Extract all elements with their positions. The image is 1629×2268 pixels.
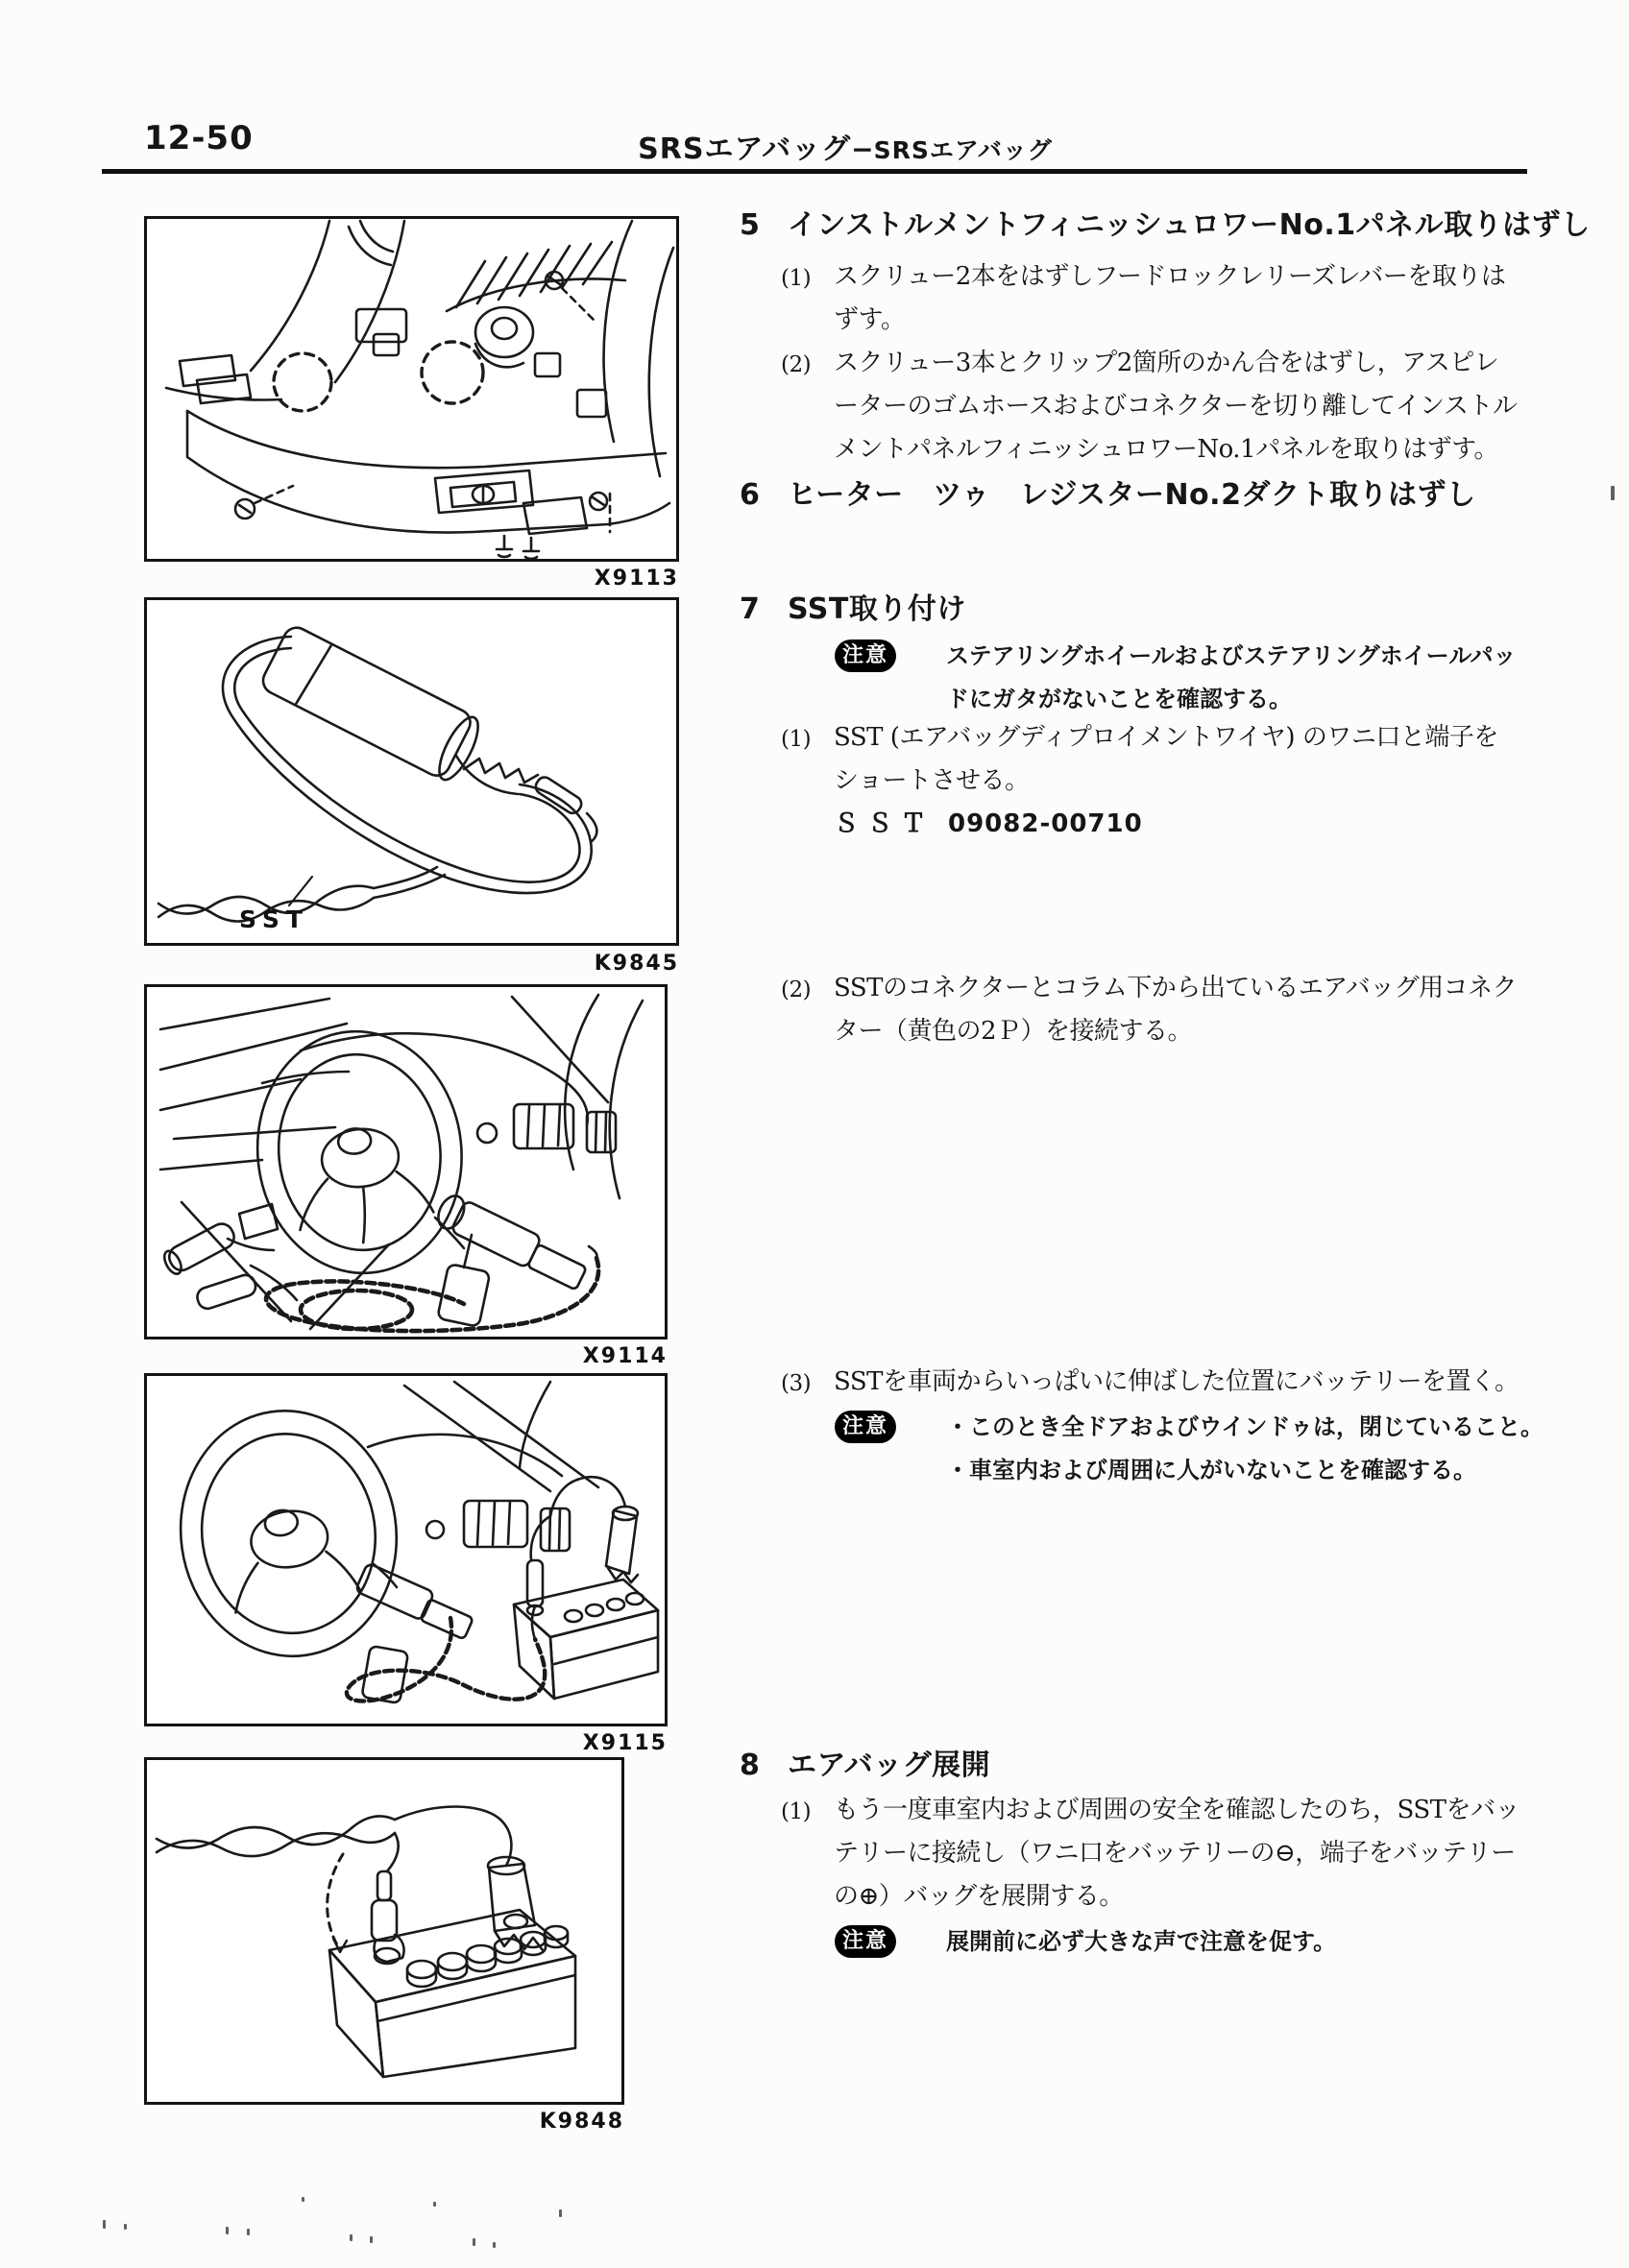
section-7-number: 7 (740, 592, 761, 626)
section-6-heading (740, 473, 1475, 518)
scan-speck (370, 2236, 373, 2243)
figure-code-x9113: X9113 (594, 567, 679, 591)
instrument-panel-drawing (147, 219, 676, 559)
figure-sst-tool (144, 597, 679, 946)
page-title-section: SRSエアバッグ (638, 133, 852, 166)
figure-battery-placement (144, 1373, 668, 1726)
step-5-1-text: スクリュー2本をはずしフードロックレリーズレバーを取りは ずす。 (834, 262, 1506, 334)
figure-steering-wheel-sst (144, 984, 668, 1339)
battery-connection-drawing (147, 1760, 621, 2102)
scan-speck (226, 2227, 229, 2234)
scan-speck (103, 2220, 106, 2229)
sst-label: SST (239, 905, 309, 933)
figure-code-x9114: X9114 (582, 1344, 668, 1368)
section-5-title: インストルメントフィニッシュロワーNo.1パネル取りはずし (788, 208, 1591, 242)
caution-badge: 注意 (835, 1925, 896, 1958)
page-number: 12-50 (144, 119, 254, 157)
step-7-2-marker: (2) (781, 977, 812, 1002)
step-7-2 (781, 967, 1517, 1053)
step-8-1-text: もう一度車室内および周囲の安全を確認したのち，SSTをバッ テリーに接続し（ワニ口をバッテリーの⊖，端子をバッテリー の⊕）バッグを展開する。 (834, 1796, 1520, 1911)
figure-code-k9848: K9848 (539, 2110, 624, 2134)
step-7-1 (781, 716, 1498, 803)
section-7-heading (740, 588, 966, 632)
step-5-1-marker: (1) (781, 266, 812, 291)
caution-badge: 注意 (835, 639, 896, 672)
step-5-2 (781, 342, 1517, 471)
step-7-1-marker: (1) (781, 727, 812, 752)
figure-code-k9845: K9845 (594, 952, 679, 976)
scan-speck (493, 2242, 496, 2248)
scan-speck (1611, 486, 1615, 500)
step-5-2-text: スクリュー3本とクリップ2箇所のかん合をはずし，アスピレ ーターのゴムホースおよびコネクターを切り離してインストル メントパネルフィニッシュロワーNo.1パネルを取りはずす。 (834, 349, 1518, 464)
step-5-1 (781, 255, 1505, 342)
step-7-2-text: SSTのコネクターとコラム下から出ているエアバッグ用コネク ター（黄色の2Ｐ）を接続する。 (834, 974, 1518, 1046)
sst-tool-drawing (147, 600, 676, 943)
steering-wheel-sst-drawing (147, 987, 665, 1337)
section-7-caution-2-text: ・このとき全ドアおよびウインドゥは，閉じていること。 ・車室内および周囲に人がいないことを確認する。 (946, 1413, 1544, 1484)
instruction-column (727, 0, 1591, 2268)
page-title-dash: − (851, 133, 874, 165)
step-7-3-marker: (3) (781, 1371, 812, 1396)
section-8-title: エアバッグ展開 (788, 1749, 991, 1782)
scan-speck (473, 2238, 475, 2246)
section-7-caution-2 (835, 1406, 1544, 1492)
section-7-title: SST取り付け (788, 592, 966, 626)
step-7-3-text: SSTを車両からいっぱいに伸ばした位置にバッテリーを置く。 (834, 1367, 1520, 1396)
step-8-1-marker: (1) (781, 1799, 812, 1824)
sst-part-number: 09082-00710 (948, 809, 1143, 838)
step-7-1-text: SST (エアバッグディプロイメントワイヤ) のワニ口と端子を ショートさせる。 (834, 723, 1498, 795)
scan-speck (433, 2202, 436, 2207)
scan-speck (302, 2197, 304, 2202)
section-8-heading (740, 1744, 990, 1788)
caution-badge: 注意 (835, 1411, 896, 1443)
step-8-1 (781, 1789, 1520, 1918)
scan-speck (350, 2234, 353, 2241)
page-title-subsection: SRSエアバッグ (873, 136, 1053, 164)
section-6-number: 6 (740, 478, 761, 512)
section-5-heading (740, 204, 1591, 248)
section-7-caution-text: ステアリングホイールおよびステアリングホイールパッ ドにガタがないことを確認する。 (946, 642, 1517, 712)
section-8-caution (835, 1920, 1336, 1964)
step-5-2-marker: (2) (781, 352, 812, 377)
battery-placement-drawing (147, 1376, 665, 1724)
section-7-caution (835, 635, 1517, 721)
scan-speck (124, 2224, 127, 2230)
scan-speck (247, 2229, 250, 2235)
step-7-3 (781, 1361, 1520, 1406)
sst-part-label: ＳＳＴ (834, 809, 936, 838)
section-8-caution-text: 展開前に必ず大きな声で注意を促す。 (946, 1928, 1337, 1955)
scan-speck (559, 2209, 562, 2217)
section-5-number: 5 (740, 208, 761, 242)
sst-part-number-row (834, 803, 1143, 846)
figure-instrument-panel (144, 216, 679, 562)
section-8-number: 8 (740, 1749, 761, 1782)
figure-battery-connection (144, 1757, 624, 2105)
section-6-title: ヒーター ツゥ レジスターNo.2ダクト取りはずし (788, 478, 1476, 512)
figure-code-x9115: X9115 (582, 1731, 668, 1755)
